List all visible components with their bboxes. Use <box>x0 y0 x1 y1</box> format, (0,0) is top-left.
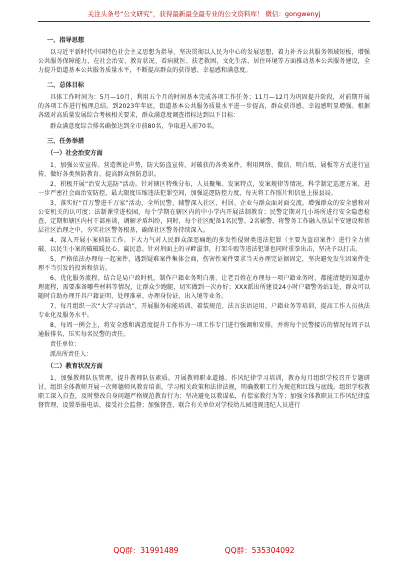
paragraph: 1、加强教师队伍管理，提升教师队伍素质。开展教师职业道德、作风纪律学习培训，教办每月组织学校召开专题研讨，组织全体教师开展一次师德师风教育培训，学习相关政策和法律法规，明确教职工行为规范和红线与底线。组织学校教职工深入自查，及时整改自身问题严格规范教育行为；坚决避免以教谋私，有偿家教行为等；加强全体教职员工作风纪律监督管理，设置举报电话，接受社会监督；加强督查，联合有关单位对学校幼儿园违规违纪人员进行 <box>38 375 370 409</box>
paragraph: 2、积极开展“治安大巡防”活动。针对辖区特殊分布，人员聚集、发案特点，发案规律等情况，科学制定巡逻方案，进一步严密社会面治安防控，最大限度压缩违法犯罪空间，加强巡逻防控力度，每天将工作照片和信息上报县局。 <box>38 181 370 197</box>
section-heading-tasks: 三、任务举措 <box>47 138 85 145</box>
footer-qq-group-1: QQ群：31991489 <box>113 546 179 555</box>
paragraph: 1、加强公安宣传。营造舆论声势，防大防盗宣传，对破获的各类案件，利用网络、微信、明白纸、展板等方式进行宣传，做好各类预防教育，提高群众预防意识。 <box>38 162 370 178</box>
paragraph: 具体工作时间为：5月—10月，利用五个月的时间基本完成各项工作任务；11月—12月为巩固提升阶段，对前期开展的各项工作进行梳理总结。到2023年年底，街道基本公共服务质量水平进一步提高，群众获得感、幸福感明显增强。根据各级对高质量发展综合考核相关要求，群众满意度调查指标达到以下目标： <box>38 94 370 119</box>
responsible-unit-label: 责任单位： <box>50 341 81 348</box>
paragraph: 以习近平新时代中国特色社会主义思想为指导，坚决贯彻以人民为中心的发展思想，着力补齐公共服务领域短板，增强公共服务保障能力，在社会治安、教育状况、看病就医、扶老救困、文化生活、居住环境等方面推动基本公共服务建设，全力提升街道基本公共服务质量水平，不断提高群众的获得感、幸福感和满意度。 <box>38 49 370 74</box>
document-body <box>38 30 370 538</box>
paragraph: 8、每周一例会上，将安全感和满意度提升工作作为一项工作专门进行强调和安排，并将每个民警接访的情况每周予以通报排名，压实每名民警的责任。 <box>38 322 370 338</box>
paragraph: 4、深入开展小案侦防工作。下大力气对人民群众深恶痛绝的多发性侵财类违法犯罪（主要为盗窃案件）进行全力侦破，以民生小案的破破暖民心、赢民意。针对刑面上的寻衅滋事，打架斗殴等违法犯罪也同时重拳出击，坚决予以打击。 <box>38 237 370 253</box>
section-heading-guiding-ideology: 一、指导思想 <box>47 37 85 44</box>
paragraph: 7、每月组织一次“大学习活动”，开展服务标能培训、着装规范、法言法语运用、户籍业务等培训，提高工作人员执法专业化及服务水平。 <box>38 303 370 319</box>
responsible-person-label: 派出所责任人： <box>50 351 93 358</box>
footer-qq-group-2: QQ群：535304092 <box>224 546 295 555</box>
subsection-heading-education: （二）教育状况方面 <box>47 363 103 370</box>
section-heading-overall-goal: 二、总体目标 <box>47 82 85 89</box>
paragraph: 5、严格依法办理每一起案件，遇到疑难案件集体会商，伤害性案件要求当天办理完证据固定，坚决避免发生因案件处理不当引发的投诉和信访。 <box>38 256 370 272</box>
paragraph: 群众满意度综合排名确保达到全市前80名，争取进入前70名。 <box>50 123 219 130</box>
top-banner: 关注头条号“公文研究”，获得最新最全最专业的公文资料库！ 微信：gongwenyj <box>38 10 370 22</box>
subsection-heading-public-security: （一）社会治安方面 <box>47 150 103 157</box>
paragraph: 3、落实好“百万警进千万家”活动，全所民警、辅警深入社区、村居、企业与群众面对面交流，增强群众的安全感和对公安机关的认可度；法制课堂进校园，每个学期在辖区内的中小学内开展法制教育；民警定期对几小场所进行安全隐患检查，定期和辖区内村干部座谈，调解矛盾纠纷，同时，每个社区配备1名民警、2名辅警，将警务工作融入基层平安建设和基层社区治理之中，夯实社区警务根基，确保社区警务持续深入。 <box>38 200 370 234</box>
paragraph: 6、优化服务流程。结合是局户政时机，制作户籍业务明白册，让老百姓在办理每一项户籍业务时，都能清楚的知道办理流程，需要准备哪些材料等情况，让群众少跑腿，切实做到一次办好；XXX派出所建设24小时户籍警务站1处，群众可以随时自助办理开具户籍证明、处理准章、办理身份证、出入境等业务。 <box>38 275 370 300</box>
footer-contacts <box>0 546 408 556</box>
